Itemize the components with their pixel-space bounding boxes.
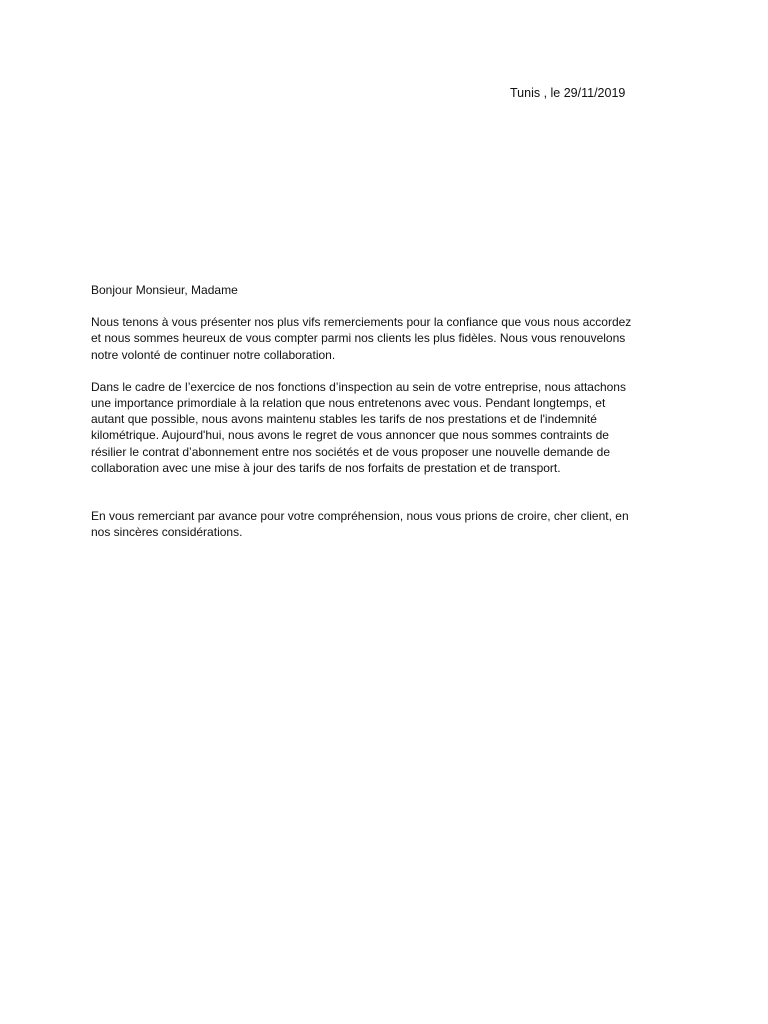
paragraph-line: kilométrique. Aujourd'hui, nous avons le regret de vous annoncer que nous sommes contraints de xyxy=(91,428,609,443)
paragraph-line: En vous remerciant par avance pour votre compréhension, nous vous prions de croire, cher client, en xyxy=(91,508,629,523)
paragraph-line: notre volonté de continuer notre collaboration. xyxy=(91,347,336,362)
paragraph-announcement xyxy=(91,379,681,476)
paragraph-line: Dans le cadre de l’exercice de nos fonctions d’inspection au sein de votre entreprise, nous attachons xyxy=(91,379,626,394)
letter-date: Tunis , le 29/11/2019 xyxy=(510,86,626,100)
paragraph-closing xyxy=(91,508,681,540)
paragraph-line: Nous tenons à vous présenter nos plus vifs remerciements pour la confiance que vous nous accordez xyxy=(91,315,632,330)
paragraph-line: autant que possible, nous avons maintenu stables les tarifs de nos prestations et de l'indemnité xyxy=(91,412,597,427)
letter-body xyxy=(91,282,681,556)
paragraph-line: collaboration avec une mise à jour des tarifs de nos forfaits de prestation et de transport. xyxy=(91,460,561,475)
paragraph-thanks xyxy=(91,314,681,363)
letter-greeting: Bonjour Monsieur, Madame xyxy=(91,283,238,297)
paragraph-line: résilier le contrat d’abonnement entre nos sociétés et de vous proposer une nouvelle demande de xyxy=(91,444,610,459)
paragraph-line: nos sincères considérations. xyxy=(91,525,243,540)
paragraph-line: une importance primordiale à la relation que nous entretenons avec vous. Pendant longtemps, et xyxy=(91,395,606,410)
paragraph-line: et nous sommes heureux de vous compter parmi nos clients les plus fidèles. Nous vous renouvelons xyxy=(91,331,626,346)
